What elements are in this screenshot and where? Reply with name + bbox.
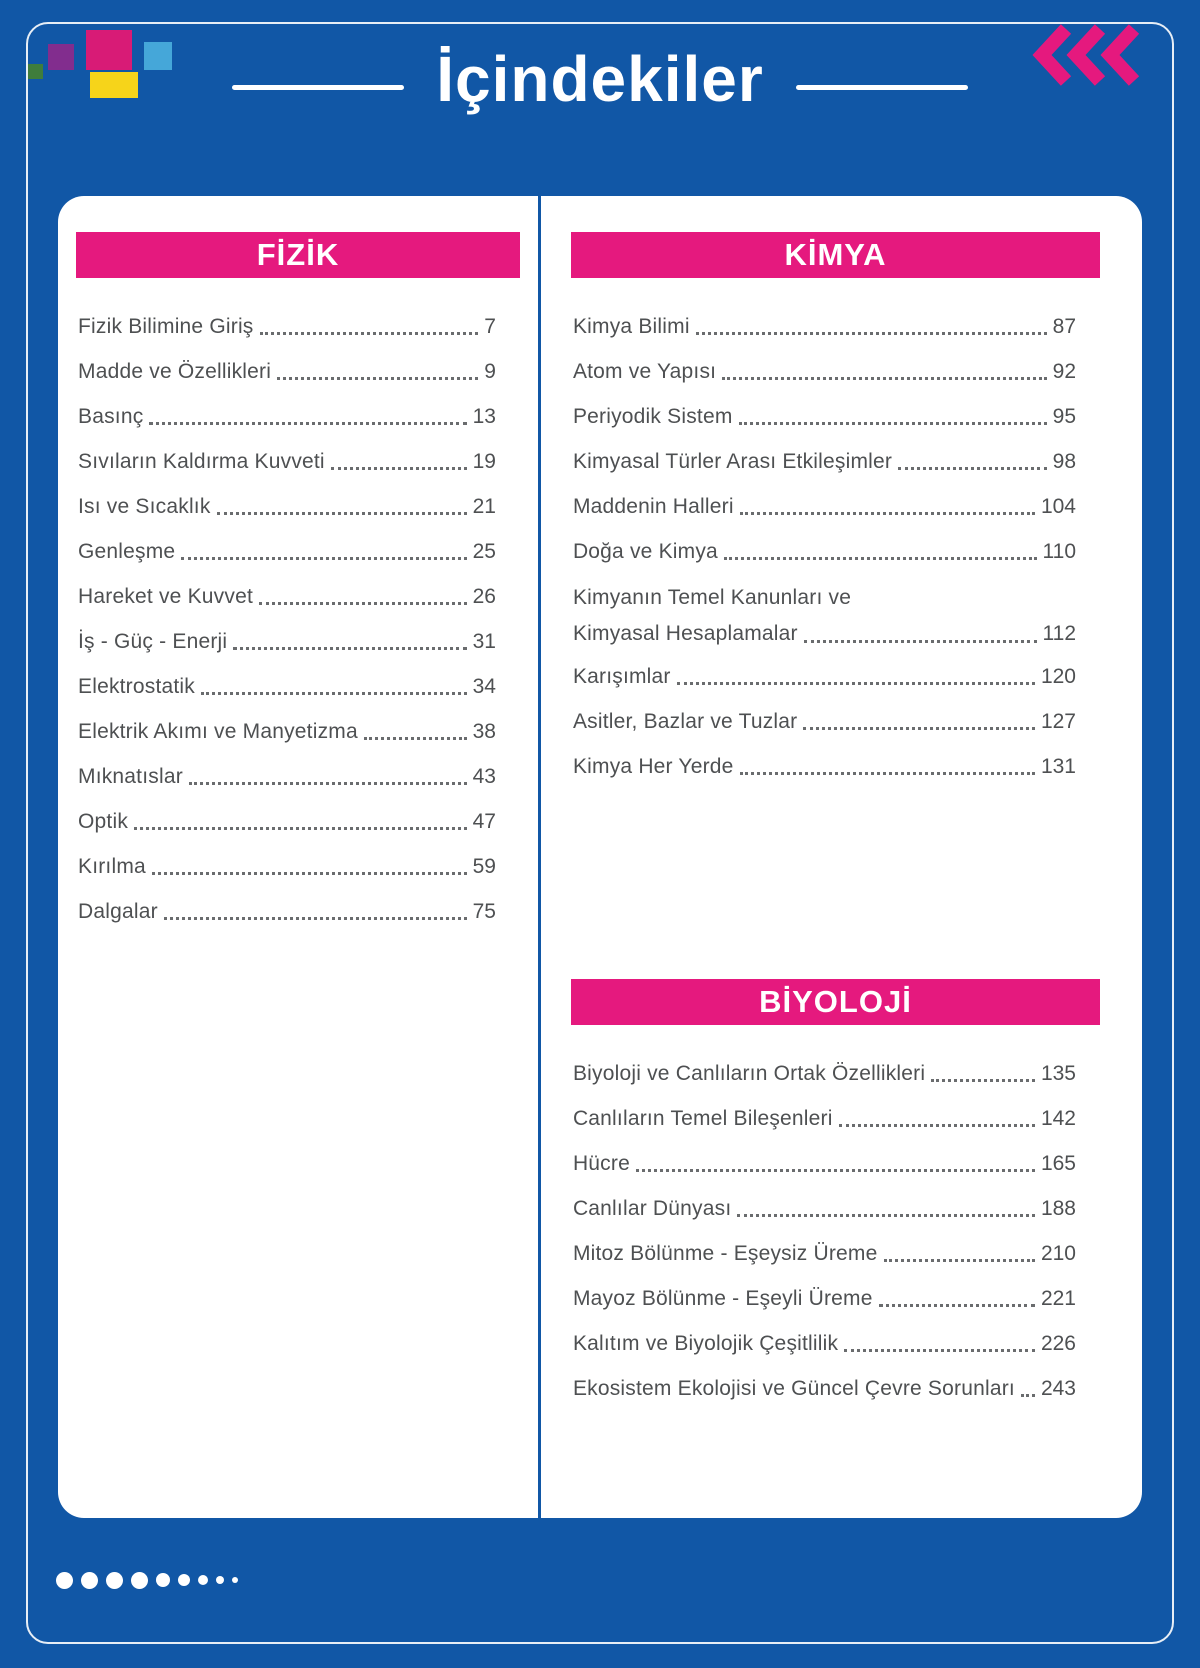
toc-entry-page: 34 [472,674,496,698]
toc-entry-label: Isı ve Sıcaklık [78,494,211,518]
toc-dotted-leader [217,512,467,515]
toc-dotted-leader [740,772,1035,775]
section-header-fizik [76,232,520,278]
toc-entry[interactable] [573,394,1076,439]
toc-entry-page: 221 [1040,1286,1076,1310]
toc-dotted-leader [181,557,466,560]
toc-entry-page: 75 [472,899,496,923]
toc-dotted-leader [722,377,1046,380]
toc-dotted-leader [260,332,479,335]
toc-dotted-leader [804,640,1037,643]
toc-entry-page: 112 [1042,622,1076,645]
toc-entry[interactable] [78,799,496,844]
toc-dotted-leader [201,692,467,695]
toc-entry[interactable] [573,654,1076,699]
toc-entry[interactable] [78,709,496,754]
toc-entry-page: 19 [472,449,496,473]
footer-dot [56,1572,73,1589]
toc-entry[interactable] [78,889,496,934]
toc-entry-label: Mıknatıslar [78,764,183,788]
toc-entry-label: Kimyasal Hesaplamalar [572,622,798,645]
toc-entry-page: 104 [1040,494,1076,518]
toc-dotted-leader [931,1079,1035,1082]
toc-entry-page: 31 [472,629,496,653]
toc-entry-page: 47 [472,809,496,833]
toc-dotted-leader [884,1259,1035,1262]
toc-entry-label: Maddenin Halleri [572,494,734,518]
section-kimya [571,232,1100,789]
footer-dot [131,1572,148,1589]
toc-entry[interactable] [78,619,496,664]
toc-entry[interactable] [78,529,496,574]
toc-entry[interactable] [78,349,496,394]
toc-entry-label: Dalgalar [78,899,158,923]
toc-entry-label: Doğa ve Kimya [572,539,718,563]
toc-dotted-leader [331,467,467,470]
footer-dots [56,1570,238,1590]
toc-entry[interactable] [573,1096,1076,1141]
toc-entry-page: 43 [472,764,496,788]
toc-entry-page: 26 [472,584,496,608]
section-title: KİMYA [784,237,887,272]
toc-entry-page: 59 [472,854,496,878]
toc-dotted-leader [233,647,466,650]
toc-entry-label: Optik [78,809,129,833]
toc-entry[interactable] [78,304,496,349]
toc-entry-label: Hücre [572,1151,630,1175]
toc-entry[interactable] [573,484,1076,529]
toc-dotted-leader [740,512,1035,515]
page-title: İçindekiler [436,43,764,115]
toc-dotted-leader [737,1214,1035,1217]
toc-dotted-leader [1021,1394,1035,1397]
toc-dotted-leader [164,917,467,920]
section-header-biyoloji [571,979,1100,1025]
toc-dotted-leader [739,422,1047,425]
toc-entry-page: 120 [1040,664,1076,688]
toc-entry-label: Karışımlar [572,664,671,688]
toc-dotted-leader [259,602,467,605]
footer-dot [232,1577,238,1583]
toc-entry-label: Ekosistem Ekolojisi ve Güncel Çevre Sorunları [572,1376,1015,1400]
toc-entry-page: 243 [1040,1376,1076,1400]
header [0,0,1200,196]
section-title: BİYOLOJİ [759,984,912,1019]
toc-entry[interactable] [78,439,496,484]
toc-entry[interactable] [78,574,496,619]
toc-dotted-leader [696,332,1047,335]
toc-entry[interactable] [78,754,496,799]
toc-entry-label: Fizik Bilimine Giriş [78,314,254,338]
toc-entry[interactable] [573,1141,1076,1186]
toc-entry[interactable] [573,1276,1076,1321]
toc-dotted-leader [844,1349,1035,1352]
toc-list-fizik [76,304,520,934]
footer-dot [81,1572,98,1589]
toc-entry-label: Kırılma [78,854,146,878]
toc-entry-page: 25 [472,539,496,563]
footer-dot [178,1574,190,1586]
toc-entry[interactable] [78,844,496,889]
column-right [541,196,1142,1518]
toc-entry[interactable] [573,304,1076,349]
toc-dotted-leader [724,557,1037,560]
toc-entry-page: 38 [472,719,496,743]
toc-entry-label: Atom ve Yapısı [572,359,717,383]
toc-entry-line1: Kimyanın Temel Kanunları ve [572,586,852,609]
footer-dot [216,1576,224,1584]
toc-entry-page: 142 [1040,1106,1076,1130]
column-left [58,196,538,1518]
toc-entry-label: Genleşme [78,539,176,563]
toc-entry-label: Elektrostatik [78,674,195,698]
section-biyoloji [571,979,1100,1411]
toc-entry-label: Asitler, Bazlar ve Tuzlar [572,709,798,733]
section-header-kimya [571,232,1100,278]
title-rule-left [232,85,404,90]
toc-entry-page: 21 [472,494,496,518]
toc-entry-label: Kalıtım ve Biyolojik Çeşitlilik [572,1331,839,1355]
toc-entry-label: Kimyasal Türler Arası Etkileşimler [572,449,893,473]
toc-entry-label: Canlılar Dünyası [572,1196,732,1220]
toc-entry[interactable] [573,699,1076,744]
toc-entry[interactable] [573,744,1076,789]
toc-dotted-leader [364,737,467,740]
toc-dotted-leader [879,1304,1035,1307]
toc-entry[interactable] [573,1366,1076,1411]
footer-dot [106,1572,123,1589]
toc-entry-page: 165 [1040,1151,1076,1175]
toc-entry-label: Madde ve Özellikleri [78,359,272,383]
toc-entry[interactable] [573,1051,1076,1096]
toc-entry[interactable] [573,529,1076,574]
toc-entry-page: 210 [1040,1241,1076,1265]
toc-entry[interactable] [573,614,1076,654]
toc-entry[interactable] [573,1231,1076,1276]
toc-entry-page: 9 [484,359,496,383]
toc-entry-label: Basınç [78,404,144,428]
toc-entry[interactable] [573,439,1076,484]
toc-entry[interactable] [78,394,496,439]
toc-entry[interactable] [78,484,496,529]
toc-entry-page: 135 [1040,1061,1076,1085]
toc-entry-label: Periyodik Sistem [572,404,733,428]
toc-entry-page: 188 [1040,1196,1076,1220]
toc-entry-label: Sıvıların Kaldırma Kuvveti [78,449,325,473]
toc-dotted-leader [898,467,1047,470]
toc-dotted-leader [134,827,467,830]
toc-dotted-leader [277,377,478,380]
toc-entry[interactable] [573,349,1076,394]
toc-entry-label: Mayoz Bölünme - Eşeyli Üreme [572,1286,873,1310]
back-chevrons-icon[interactable] [1022,22,1142,88]
toc-entry-label: Biyoloji ve Canlıların Ortak Özellikleri [572,1061,926,1085]
toc-dotted-leader [803,727,1035,730]
title-rule-right [796,85,968,90]
toc-entry-label: Kimya Her Yerde [572,754,734,778]
toc-entry-page: 13 [472,404,496,428]
toc-list-biyoloji [571,1051,1100,1411]
toc-entry-label: Elektrik Akımı ve Manyetizma [78,719,358,743]
toc-entry-label: Hareket ve Kuvvet [78,584,253,608]
toc-entry-page: 92 [1052,359,1076,383]
toc-dotted-leader [152,872,467,875]
toc-entry-page: 131 [1040,754,1076,778]
contents-card [58,196,1142,1518]
footer-dot [198,1575,208,1585]
section-fizik [76,232,520,934]
toc-entry-page: 95 [1052,404,1076,428]
toc-dotted-leader [839,1124,1035,1127]
toc-dotted-leader [149,422,466,425]
title-row [0,43,1200,115]
toc-dotted-leader [636,1169,1035,1172]
toc-entry-page: 98 [1052,449,1076,473]
section-title: FİZİK [256,237,340,272]
toc-entry-label: Kimya Bilimi [572,314,690,338]
toc-entry-page: 110 [1042,539,1076,563]
toc-entry-page: 7 [484,314,496,338]
toc-dotted-leader [677,682,1035,685]
toc-entry-label: İş - Güç - Enerji [78,629,228,653]
toc-entry-page: 226 [1040,1331,1076,1355]
toc-entry[interactable] [573,1186,1076,1231]
toc-entry-label: Mitoz Bölünme - Eşeysiz Üreme [572,1241,878,1265]
toc-entry[interactable] [78,664,496,709]
footer-dot [156,1573,170,1587]
toc-entry[interactable] [573,1321,1076,1366]
toc-entry-page: 87 [1052,314,1076,338]
toc-dotted-leader [189,782,467,785]
toc-list-kimya [571,304,1100,789]
toc-entry-label: Canlıların Temel Bileşenleri [572,1106,833,1130]
toc-entry-page: 127 [1040,709,1076,733]
